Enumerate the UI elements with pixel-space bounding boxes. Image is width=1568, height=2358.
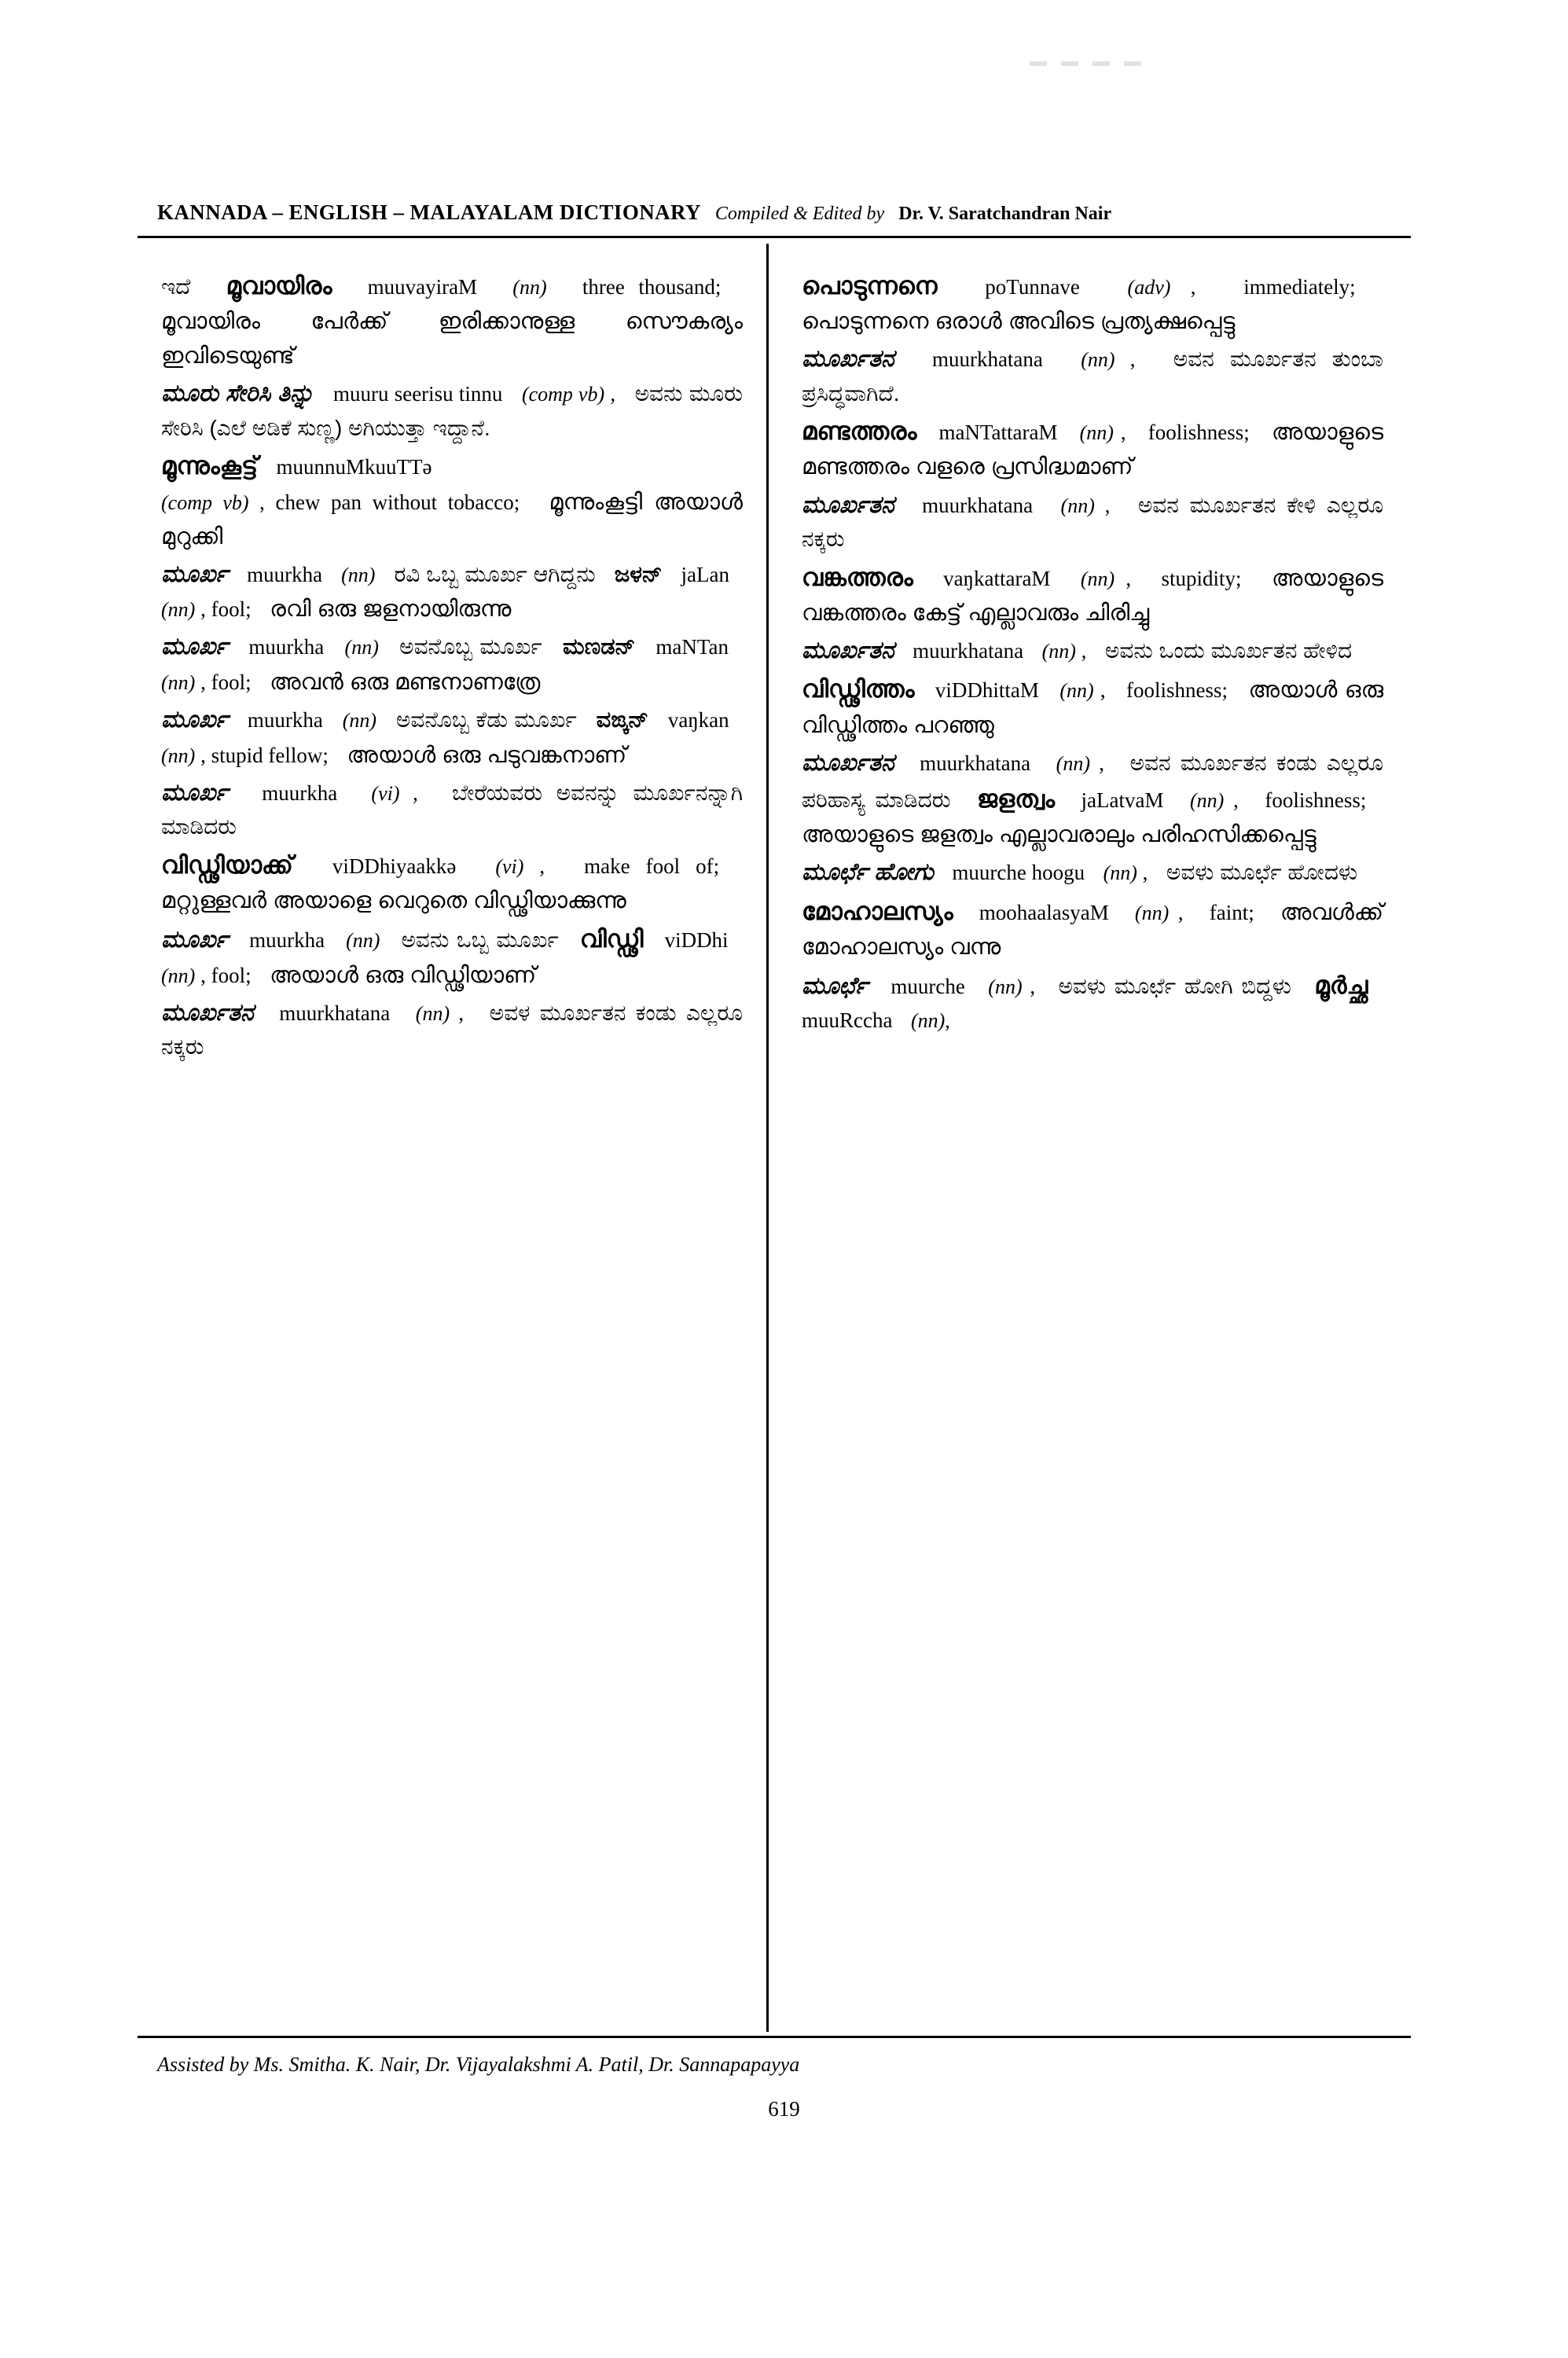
dictionary-entry bbox=[161, 447, 743, 553]
sub-part-of-speech: (nn) bbox=[161, 598, 196, 622]
sub-headword: ವಙ್ಕನ್ bbox=[596, 707, 648, 733]
part-of-speech: (nn) bbox=[1059, 679, 1094, 703]
sub-romanization: maNTan bbox=[655, 635, 729, 659]
dictionary-entry bbox=[161, 702, 743, 773]
romanization: viDDhiyaakkə bbox=[332, 854, 457, 878]
sub-romanization: vaŋkan bbox=[667, 708, 729, 733]
headword: വിഡ്ഢിത്തം bbox=[802, 675, 915, 703]
romanization: muurkha bbox=[249, 928, 325, 953]
headword: ಮೂರು ಸೇರಿಸಿ ತಿನ್ನು bbox=[161, 380, 314, 407]
romanization: muurche hoogu bbox=[952, 861, 1085, 885]
headword: ಮೂರ್ಖ bbox=[161, 707, 229, 733]
romanization: muuru seerisu tinnu bbox=[332, 382, 503, 406]
headword: ಮೂರ್ಖ bbox=[161, 779, 229, 806]
column-divider bbox=[766, 244, 769, 2032]
left-column bbox=[161, 267, 743, 1064]
romanization: muurkha bbox=[247, 708, 323, 733]
sub-romanization: muuRccha bbox=[802, 1008, 893, 1032]
romanization: muunnuMkuuTTə bbox=[276, 455, 432, 479]
headword: ಮೂರ್ಛೆ ಹೋಗು bbox=[802, 859, 934, 886]
part-of-speech: (nn) bbox=[988, 975, 1023, 999]
page-header bbox=[157, 200, 1391, 225]
headword: ಮೂರ್ಖ bbox=[161, 927, 229, 953]
right-column bbox=[802, 267, 1383, 1037]
example-sentence: അയാൾ ഒരു പടുവങ്കനാണ് bbox=[347, 742, 627, 768]
example-sentence: ಅವಳು ಮೂರ್ಛೆ ಹೋಗಿ ಬಿದ್ದಳು bbox=[1058, 974, 1291, 999]
gloss: foolishness; bbox=[1126, 678, 1228, 703]
example-sentence: അയാൾ ഒരു വിഡ്ഢിത്തം പറഞ്ഞു bbox=[802, 678, 1384, 738]
romanization: muurkhatana bbox=[920, 751, 1031, 775]
sub-part-of-speech: (nn) bbox=[161, 964, 196, 987]
romanization: muurkhatana bbox=[913, 638, 1024, 663]
part-of-speech: (nn) bbox=[1041, 639, 1076, 663]
dictionary-entry: ಮೂರು ಸೇರಿಸಿ ತಿನ್ನು muuru seerisu tinnu (comp vb) , ಅವನು ಮೂರು ಸೇರಿಸಿ (ಎಲೆ ಅಡಿಕೆ ಸುಣ್ಣ) ಅಗಿಯುತ್ತಾ ಇದ್ದಾನೆ. bbox=[161, 380, 743, 440]
romanization: muurkhatana bbox=[279, 1001, 391, 1025]
dictionary-entry: മോഹാലസ്യം moohaalasyaM (nn) , faint; അവൾക്ക് മോഹാലസ്യം വന്നു bbox=[802, 898, 1384, 960]
gloss: faint; bbox=[1209, 901, 1254, 924]
example-sentence: മൂന്നുംകൂട്ടി അയാൾ മുറുക്കി bbox=[161, 489, 743, 549]
scan-artifact bbox=[1030, 61, 1148, 66]
example-sentence: ಅವಳ ಮೂರ್ಖತನ ಕಂಡು ಎಲ್ಲರೂ ನಕ್ಕರು bbox=[161, 1000, 744, 1060]
headword: പൊടുന്നനെ bbox=[802, 272, 938, 299]
sub-part-of-speech: (nn) bbox=[1190, 789, 1225, 813]
example-sentence: ಬೇರೆಯವರು ಅವನನ್ನು ಮೂರ್ಖನನ್ನಾಗಿ ಮಾಡಿದರು bbox=[161, 780, 744, 839]
headword: മൂവായിരം bbox=[226, 272, 332, 299]
example-sentence: അവൻ ഒരു മണ്ടനാണത്രേ bbox=[270, 669, 541, 695]
headword: വിഡ്ഢിയാക്ക് bbox=[161, 850, 293, 879]
gloss: , chew pan without tobacco; bbox=[259, 490, 520, 514]
part-of-speech: (nn) bbox=[1056, 751, 1090, 775]
romanization: vaŋkattaraM bbox=[943, 566, 1051, 590]
romanization: muurche bbox=[890, 975, 965, 999]
sub-gloss: , fool; bbox=[200, 597, 252, 622]
romanization: muurkha bbox=[262, 780, 338, 805]
example-sentence: ಅವನು ಒಂದು ಮೂರ್ಖತನ ಹೇಳಿದ bbox=[1104, 637, 1353, 663]
dictionary-entry: ಮೂರ್ಛೆ muurche (nn) , ಅವಳು ಮೂರ್ಛೆ ಹೋಗಿ ಬಿದ್ದಳು മൂർച്ഛ muuRccha (nn), bbox=[802, 971, 1368, 1032]
page-number: 619 bbox=[768, 2097, 800, 2121]
romanization: muurkhatana bbox=[931, 347, 1043, 372]
sub-gloss: , stupid fellow; bbox=[200, 743, 329, 767]
romanization: viDDhittaM bbox=[935, 678, 1039, 703]
gloss: make fool of; bbox=[584, 854, 720, 878]
assisted-by-note: Assisted by Ms. Smitha. K. Nair, Dr. Vijayalakshmi A. Patil, Dr. Sannapapayya bbox=[157, 2053, 800, 2076]
part-of-speech: (nn) bbox=[1081, 348, 1115, 372]
headword: ಮೂರ್ಖತನ bbox=[802, 346, 894, 373]
dictionary-entry bbox=[161, 920, 743, 993]
example-sentence: ಅವಳು ಮೂರ್ಛೆ ಹೋದಳು bbox=[1166, 860, 1358, 885]
headword: മണ്ടത്തരം bbox=[802, 417, 917, 446]
dictionary-entry: ಮೂರ್ಖತನ muurkhatana (nn) , ಅವನ ಮೂರ್ಖತನ ಕಂಡು ಎಲ್ಲರೂ ಪರಿಹಾಸ್ಯ ಮಾಡಿದರು ജളത്വം jaLatvaM (nn) , foolishness; അയാളുടെ ജളത്വം എല്ലാവരാലും പരിഹസിക്കപ്പെട്ടു bbox=[802, 749, 1384, 848]
dictionary-entry: ಮೂರ್ಖತನ muurkhatana (nn) , ಅವನ ಮೂರ್ಖತನ ತುಂಬಾ ಪ್ರಸಿದ್ಧವಾಗಿದೆ. bbox=[802, 346, 1384, 406]
romanization: muurkhatana bbox=[922, 493, 1034, 517]
lead-kannada: ಇದೆ bbox=[161, 274, 191, 299]
part-of-speech: (comp vb) bbox=[161, 490, 249, 514]
example-sentence: അയാളുടെ മണ്ടത്തരം വളരെ പ്രസിദ്ധമാണ് bbox=[802, 420, 1384, 480]
example-sentence: ಅವನ ಮೂರ್ಖತನ ಕೇಳಿ ಎಲ್ಲರೂ ನಕ್ಕರು bbox=[802, 492, 1384, 552]
part-of-speech: (nn) bbox=[512, 276, 547, 299]
part-of-speech: (nn) bbox=[342, 709, 377, 733]
dictionary-entry: വിഡ്ഢിയാക്ക് viDDhiyaakkə (vi) , make fool of; മറ്റുള്ളവർ അയാളെ വെറുതെ വിഡ്ഢിയാക്കുന്നു bbox=[161, 850, 720, 913]
sub-part-of-speech: (nn) bbox=[161, 670, 196, 694]
gloss: three thousand; bbox=[582, 275, 722, 299]
example-sentence: അവൾക്ക് മോഹാലസ്യം വന്നു bbox=[802, 900, 1384, 960]
dictionary-entry: ಮೂರ್ಖತನ muurkhatana (nn) , ಅವನು ಒಂದು ಮೂರ್ಖತನ ಹೇಳಿದ bbox=[802, 637, 1353, 663]
example-sentence: പൊടുന്നനെ ഒരാൾ അവിടെ പ്രത്യക്ഷപ്പെട്ടു bbox=[802, 309, 1236, 335]
romanization: poTunnave bbox=[985, 275, 1080, 299]
gloss: immediately; bbox=[1243, 275, 1356, 299]
sub-headword: ಮಣಡನ್ bbox=[563, 634, 636, 660]
part-of-speech: (comp vb) bbox=[521, 383, 605, 406]
part-of-speech: (nn) bbox=[415, 1001, 450, 1025]
header-compiled-label: Compiled & Edited by bbox=[714, 204, 885, 224]
dictionary-entry bbox=[161, 267, 743, 373]
headword: മൂന്നുംകൂട്ട് bbox=[161, 452, 259, 480]
example-sentence: ಅವನೊಬ್ಬ ಮೂರ್ಖ bbox=[399, 634, 542, 659]
headword: ಮೂರ್ಖತನ bbox=[802, 637, 894, 663]
sub-headword: ಜಳನ್ bbox=[614, 561, 663, 587]
part-of-speech: (nn) bbox=[1060, 494, 1095, 517]
sub-headword: മൂർച്ഛ bbox=[1314, 971, 1368, 1000]
dictionary-entry bbox=[161, 629, 743, 700]
romanization: muurkha bbox=[248, 635, 325, 659]
headword: ಮೂರ್ಖ bbox=[161, 634, 229, 660]
dictionary-entry: പൊടുന്നനെ poTunnave (adv) , immediately; പൊടുന്നനെ ഒരാൾ അവിടെ പ്രത്യക്ഷപ്പെട്ടു bbox=[802, 272, 1356, 335]
dictionary-entry: വിഡ്ഢിത്തം viDDhittaM (nn) , foolishness; അയാൾ ഒരു വിഡ്ഢിത്തം പറഞ്ഞു bbox=[802, 675, 1384, 738]
part-of-speech: (nn) bbox=[341, 563, 376, 586]
sub-headword: ജളത്വം bbox=[976, 785, 1056, 814]
dictionary-entry: ಮೂರ್ಛೆ ಹೋಗು muurche hoogu (nn) , ಅವಳು ಮೂರ್ಛೆ ಹೋದಳು bbox=[802, 859, 1358, 886]
example-sentence: രവി ഒരു ജളനായിരുന്നു bbox=[270, 597, 512, 623]
sub-gloss: foolishness; bbox=[1265, 788, 1367, 813]
headword: വങ്കത്തരം bbox=[802, 563, 913, 591]
romanization: muurkha bbox=[247, 562, 323, 586]
dictionary-entry: മണ്ടത്തരം maNTattaraM (nn) , foolishness; അയാളുടെ മണ്ടത്തരം വളരെ പ്രസിദ്ധമാണ് bbox=[802, 417, 1384, 480]
example-sentence: അയാളുടെ വങ്കത്തരം കേട്ട് എല്ലാവരും ചിരിച്ചു bbox=[802, 565, 1384, 626]
part-of-speech: (nn) bbox=[346, 929, 380, 953]
gloss: stupidity; bbox=[1161, 566, 1242, 590]
gloss: foolishness; bbox=[1148, 421, 1250, 445]
example-sentence: മറ്റുള്ളവർ അയാളെ വെറുതെ വിഡ്ഢിയാക്കുന്നു bbox=[161, 887, 626, 913]
example-sentence: ಅವನ ಮೂರ್ಖತನ ಕಂಡು ಎಲ್ಲರೂ ಪರಿಹಾಸ್ಯ ಮಾಡಿದರು bbox=[802, 750, 1384, 813]
part-of-speech: (nn) bbox=[1080, 567, 1115, 590]
example-sentence: ಅವನೊಬ್ಬ ಕೆಡು ಮೂರ್ಖ bbox=[395, 707, 577, 733]
part-of-speech: (nn) bbox=[1103, 861, 1137, 885]
sub-gloss: , fool; bbox=[200, 670, 252, 694]
headword: ಮೂರ್ಖತನ bbox=[161, 999, 254, 1026]
part-of-speech: (nn) bbox=[1079, 421, 1114, 445]
dictionary-entry: വങ്കത്തരം vaŋkattaraM (nn) , stupidity; അയാളുടെ വങ്കത്തരം കേട്ട് എല്ലാവരും ചിരിച്ചു bbox=[802, 563, 1384, 626]
example-sentence: അയാളുടെ ജളത്വം എല്ലാവരാലും പരിഹസിക്കപ്പെട്ടു bbox=[802, 822, 1316, 848]
example-sentence: ಅವನು ಒಬ್ಬ ಮೂರ್ಖ bbox=[401, 927, 559, 953]
headword: ಮೂರ್ಖ bbox=[161, 560, 229, 587]
header-author: Dr. V. Saratchandran Nair bbox=[898, 204, 1112, 224]
romanization: maNTattaraM bbox=[938, 421, 1058, 445]
sub-headword: വിഡ്ഢി bbox=[579, 925, 644, 953]
dictionary-entry: ಮೂರ್ಖತನ muurkhatana (nn) , ಅವನ ಮೂರ್ಖತನ ಕೇಳಿ ಎಲ್ಲರೂ ನಕ್ಕರು bbox=[802, 491, 1384, 552]
sub-romanization: jaLatvaM bbox=[1081, 788, 1164, 813]
romanization: moohaalasyaM bbox=[979, 901, 1109, 924]
header-rule bbox=[138, 236, 1411, 238]
example-sentence: അയാൾ ഒരു വിഡ്ഢിയാണ് bbox=[270, 962, 537, 988]
headword: ಮೂರ್ಛೆ bbox=[802, 973, 868, 1000]
headword: ಮೂರ್ಖತನ bbox=[802, 749, 894, 776]
romanization: muuvayiraM bbox=[367, 275, 478, 299]
sub-romanization: viDDhi bbox=[664, 928, 729, 953]
part-of-speech: (vi) bbox=[495, 854, 524, 878]
part-of-speech: (vi) bbox=[371, 781, 400, 805]
dictionary-entry bbox=[161, 556, 743, 627]
headword: മോഹാലസ്യം bbox=[802, 898, 953, 925]
headword: ಮೂರ್ಖತನ bbox=[802, 491, 894, 518]
example-sentence: മൂവായിരം പേർക്ക് ഇരിക്കാനുള്ള സൌകര്യം ഇവിടെയുണ്ട് bbox=[161, 309, 743, 369]
part-of-speech: (nn) bbox=[344, 636, 379, 659]
dictionary-entry: ಮೂರ್ಖ muurkha (vi) , ಬೇರೆಯವರು ಅವನನ್ನು ಮೂರ್ಖನನ್ನಾಗಿ ಮಾಡಿದರು bbox=[161, 779, 744, 839]
header-title: KANNADA – ENGLISH – MALAYALAM DICTIONARY bbox=[157, 200, 701, 224]
part-of-speech: (adv) bbox=[1127, 276, 1171, 299]
sub-gloss: , fool; bbox=[200, 963, 252, 987]
example-sentence: ಅವನು ಮೂರು ಸೇರಿಸಿ (ಎಲೆ ಅಡಿಕೆ ಸುಣ್ಣ) ಅಗಿಯುತ್ತಾ ಇದ್ದಾನೆ. bbox=[161, 381, 743, 440]
example-sentence: ರವಿ ಒಬ್ಬ ಮೂರ್ಖ ಆಗಿದ್ದನು bbox=[394, 561, 596, 586]
sub-part-of-speech: (nn) bbox=[161, 744, 196, 767]
sub-part-of-speech: (nn), bbox=[910, 1008, 950, 1032]
dictionary-entry: ಮೂರ್ಖತನ muurkhatana (nn) , ಅವಳ ಮೂರ್ಖತನ ಕಂಡು ಎಲ್ಲರೂ ನಕ್ಕರು bbox=[161, 999, 744, 1060]
footer-rule bbox=[138, 2036, 1411, 2038]
sub-romanization: jaLan bbox=[681, 562, 730, 586]
part-of-speech: (nn) bbox=[1134, 902, 1170, 924]
example-sentence: ಅವನ ಮೂರ್ಖತನ ತುಂಬಾ ಪ್ರಸಿದ್ಧವಾಗಿದೆ. bbox=[802, 347, 1384, 406]
